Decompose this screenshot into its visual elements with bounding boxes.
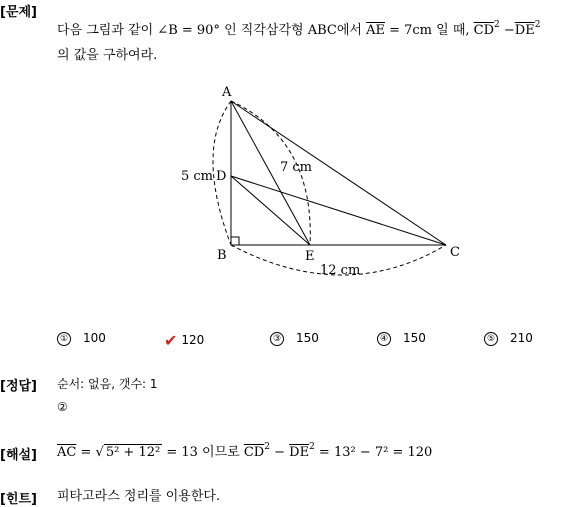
exponent: 2 xyxy=(309,442,315,452)
sqrt-body: 5² + 12² xyxy=(105,445,161,460)
choice-5[interactable] xyxy=(484,331,533,346)
choice-number: ① xyxy=(57,332,71,346)
problem-text-b: = 7cm 일 때, xyxy=(384,23,474,38)
label-d: D xyxy=(216,169,227,184)
segment-de: $\overline{DE}$ xyxy=(514,23,535,38)
sqrt-sign: √ xyxy=(95,445,104,460)
choice-number: ⑤ xyxy=(484,332,498,346)
label-e: E xyxy=(305,249,315,264)
answer-line-1: 순서: 없음, 갯수: 1 xyxy=(57,377,158,391)
hint-text: 피타고라스 정리를 이용한다. xyxy=(57,489,221,504)
choice-2[interactable] xyxy=(164,331,204,350)
segment-ac: $\overline{AC}$ xyxy=(57,445,77,460)
choice-number: ④ xyxy=(377,332,391,346)
equals: = xyxy=(76,445,96,460)
problem-label: [문제] xyxy=(0,5,37,20)
choice-4[interactable] xyxy=(377,331,426,346)
segment-de: $\overline{DE}$ xyxy=(289,445,310,460)
answer-label: [정답] xyxy=(0,379,37,394)
check-mark-icon: ✔ xyxy=(164,331,178,350)
hint-label: [힌트] xyxy=(0,492,37,507)
choice-3[interactable] xyxy=(270,331,319,346)
label-b: B xyxy=(217,248,227,263)
problem-text-a: 다음 그림과 같이 ∠B = 90° 인 직각삼각형 ABC에서 xyxy=(57,23,367,38)
segment-dc-line xyxy=(231,176,446,245)
segment-ae: $\overline{AE}$ xyxy=(366,23,385,38)
exponent: 2 xyxy=(534,20,541,30)
explanation-mid: = 13 이므로 xyxy=(162,445,244,460)
label-bc-length: 12 cm xyxy=(320,263,361,278)
label-a: A xyxy=(222,85,232,100)
explanation-line xyxy=(57,444,432,461)
choice-value: 150 xyxy=(403,331,426,345)
problem-line-2: 의 값을 구하여라. xyxy=(57,48,158,63)
choice-number: ③ xyxy=(270,332,284,346)
label-bd-length: 5 cm xyxy=(181,169,214,184)
segment-cd: $\overline{CD}$ xyxy=(243,445,265,460)
segment-cd: $\overline{CD}$ xyxy=(473,23,495,38)
choice-value: 100 xyxy=(83,331,106,345)
choice-value: 150 xyxy=(296,331,319,345)
label-c: C xyxy=(450,245,460,260)
right-angle-mark xyxy=(231,237,239,245)
choice-1[interactable] xyxy=(57,331,106,346)
explanation-result: = 13² − 7² = 120 xyxy=(314,445,433,460)
choice-value: 210 xyxy=(510,331,533,345)
explanation-label: [해설] xyxy=(0,448,37,463)
segment-de-line xyxy=(231,176,310,245)
minus-sign: − xyxy=(499,23,515,38)
choice-value: 120 xyxy=(181,333,205,347)
answer-line-2: ② xyxy=(57,400,68,414)
minus-sign: − xyxy=(269,445,290,460)
side-ac xyxy=(231,101,446,245)
exponent: 2 xyxy=(264,442,270,452)
label-ae-length: 7 cm xyxy=(280,160,313,175)
exponent: 2 xyxy=(494,20,500,30)
